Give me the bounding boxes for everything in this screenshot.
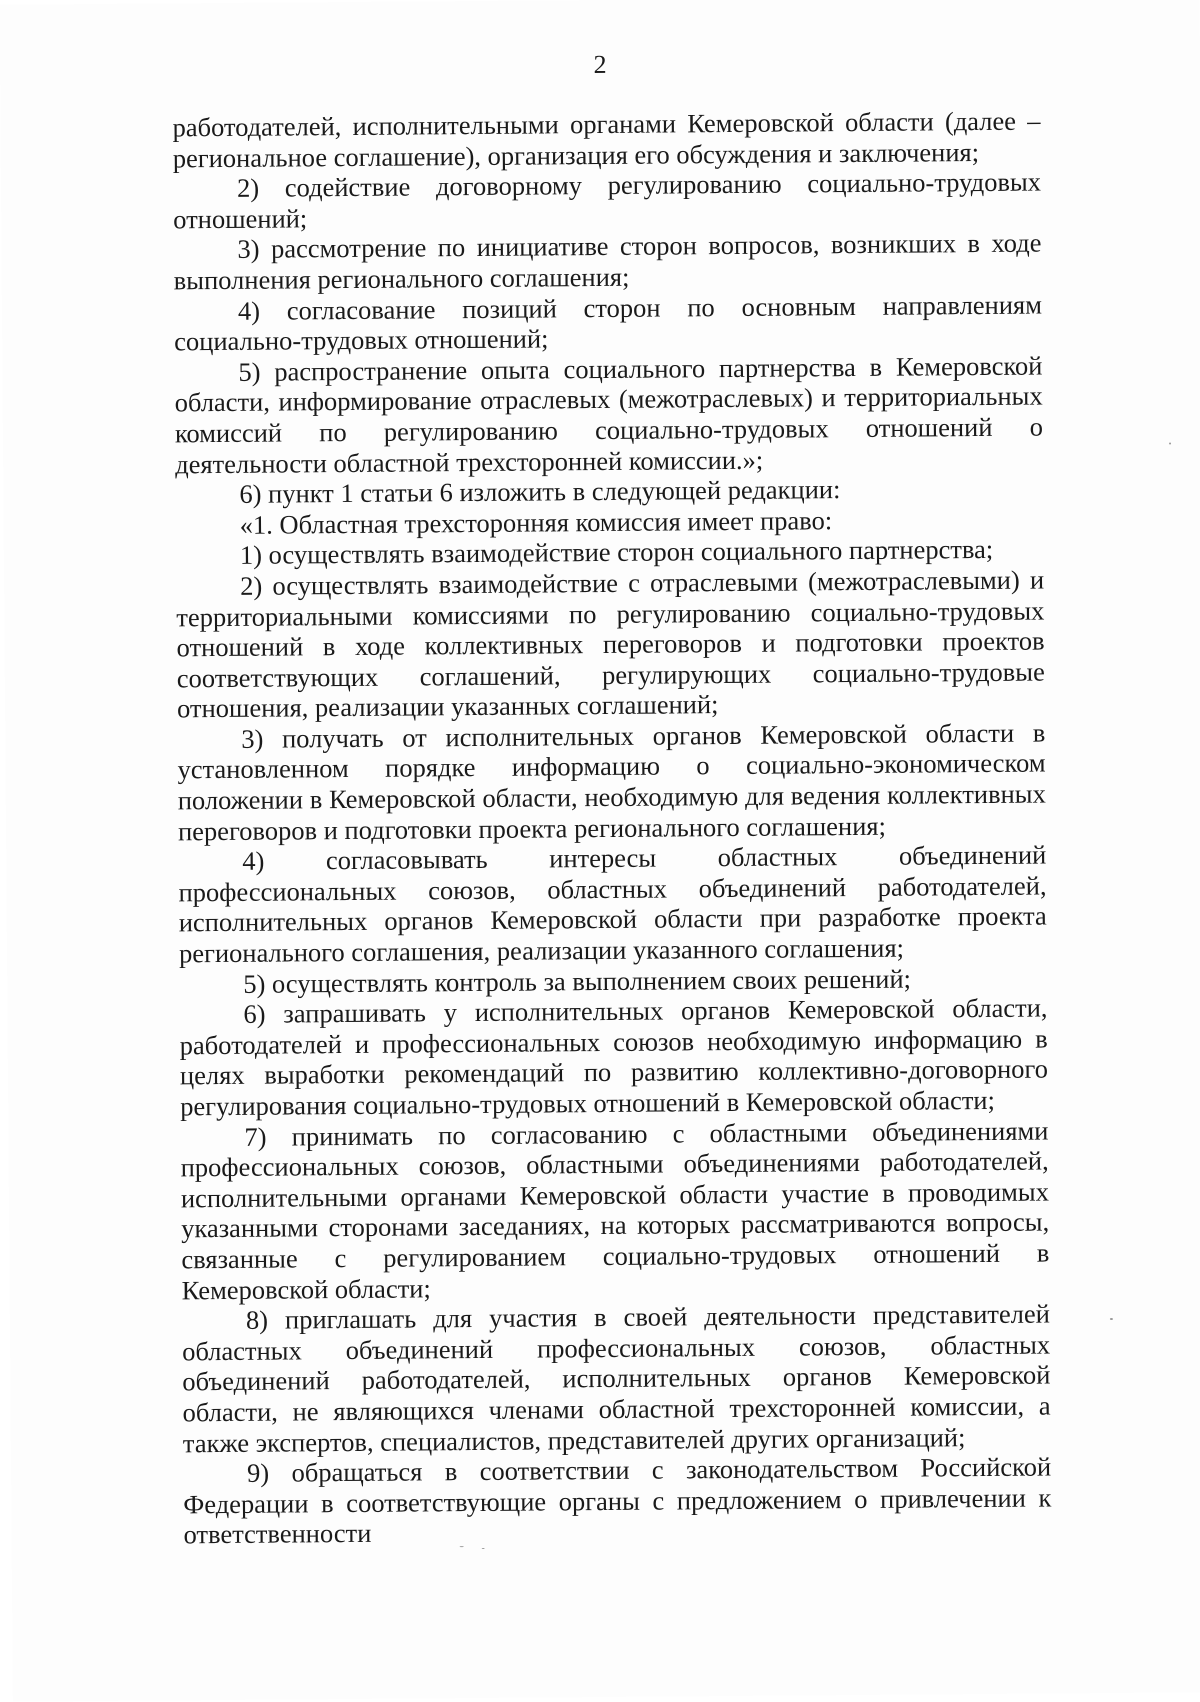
paragraph-clause-1-intro: «1. Областная трехсторонняя комиссия имеет право:	[239, 504, 833, 540]
paragraph-right-4: 4) согласовывать интересы областных объединений профессиональных союзов, областных объединений работодателей, исполнительных органов Кемеровской области при разработке проекта регионального соглашения, реализации указанного соглашения;	[178, 839, 1047, 969]
paragraph-right-8: 8) приглашать для участия в своей деятельности представителей областных объединений профессиональных союзов, областных объединений работодателей, исполнительных органов Кемеровской области, не являющихся членами областной трехсторонней комиссии, а также экспертов, специалистов, представителей других организаций;	[182, 1298, 1051, 1458]
paragraph-right-1: 1) осуществлять взаимодействие сторон социального партнерства;	[239, 534, 994, 571]
scan-speck	[460, 1546, 464, 1547]
paragraph-right-2: 2) осуществлять взаимодействие с отраслевыми (межотраслевыми) и территориальными комиссиями по регулированию социально-трудовых отношений в ходе коллективных переговоров и подготовки проектов соответствующих соглашений, регулирующих социально-трудовые отношения, реализации указанных соглашений;	[176, 564, 1045, 724]
paragraph-right-5: 5) осуществлять контроль за выполнением своих решений;	[243, 963, 912, 999]
page-number: 2	[593, 49, 607, 80]
paragraph-amendment-6: 6) пункт 1 статьи 6 изложить в следующей редакции:	[239, 474, 841, 509]
paragraph-right-6: 6) запрашивать у исполнительных органов Кемеровской области, работодателей и профессиональных союзов необходимую информацию в целях выработки рекомендаций по развитию коллективно-договорного регулирования социально-трудовых отношений в Кемеровской области;	[179, 992, 1049, 1122]
scan-speck	[1169, 443, 1171, 445]
scan-speck	[482, 1548, 485, 1549]
paragraph-item-2: 2) содействие договорному регулированию социально-трудовых отношений;	[173, 166, 1042, 235]
paragraph-right-9: 9) обращаться в соответствии с законодательством Российской Федерации в соответствующие органы с предложением о привлечении к ответственности	[183, 1451, 1052, 1550]
paragraph-right-7: 7) принимать по согласованию с областными объединениями профессиональных союзов, областными объединениями работодателей, исполнительными органами Кемеровской области участие в проводимых указанными сторонами заседаниях, на которых рассматриваются вопросы, связанные с регулированием социально-трудовых отношений в Кемеровской области;	[180, 1115, 1050, 1305]
paragraph-item-3: 3) рассмотрение по инициативе сторон вопросов, возникших в ходе выполнения регионального соглашения;	[173, 227, 1042, 296]
paragraph-continuation: работодателей, исполнительными органами Кемеровской области (далее – региональное соглашение), организация его обсуждения и заключения;	[172, 105, 1041, 173]
paragraph-right-3: 3) получать от исполнительных органов Кемеровской области в установленном порядке информацию о социально-экономическом положении в Кемеровской области, необходимую для ведения коллективных переговоров и подготовки проекта регионального соглашения;	[177, 717, 1046, 846]
scan-speck	[1110, 1318, 1113, 1320]
paragraph-item-4: 4) согласование позиций сторон по основным направлениям социально-трудовых отношений;	[174, 289, 1043, 357]
paragraph-item-5: 5) распространение опыта социального партнерства в Кемеровской области, информирование отраслевых (межотраслевых) и территориальных комиссий по регулированию социально-трудовых отношений о деятельности областной трехсторонней комиссии.»;	[174, 350, 1044, 479]
document-body	[172, 106, 1051, 1551]
